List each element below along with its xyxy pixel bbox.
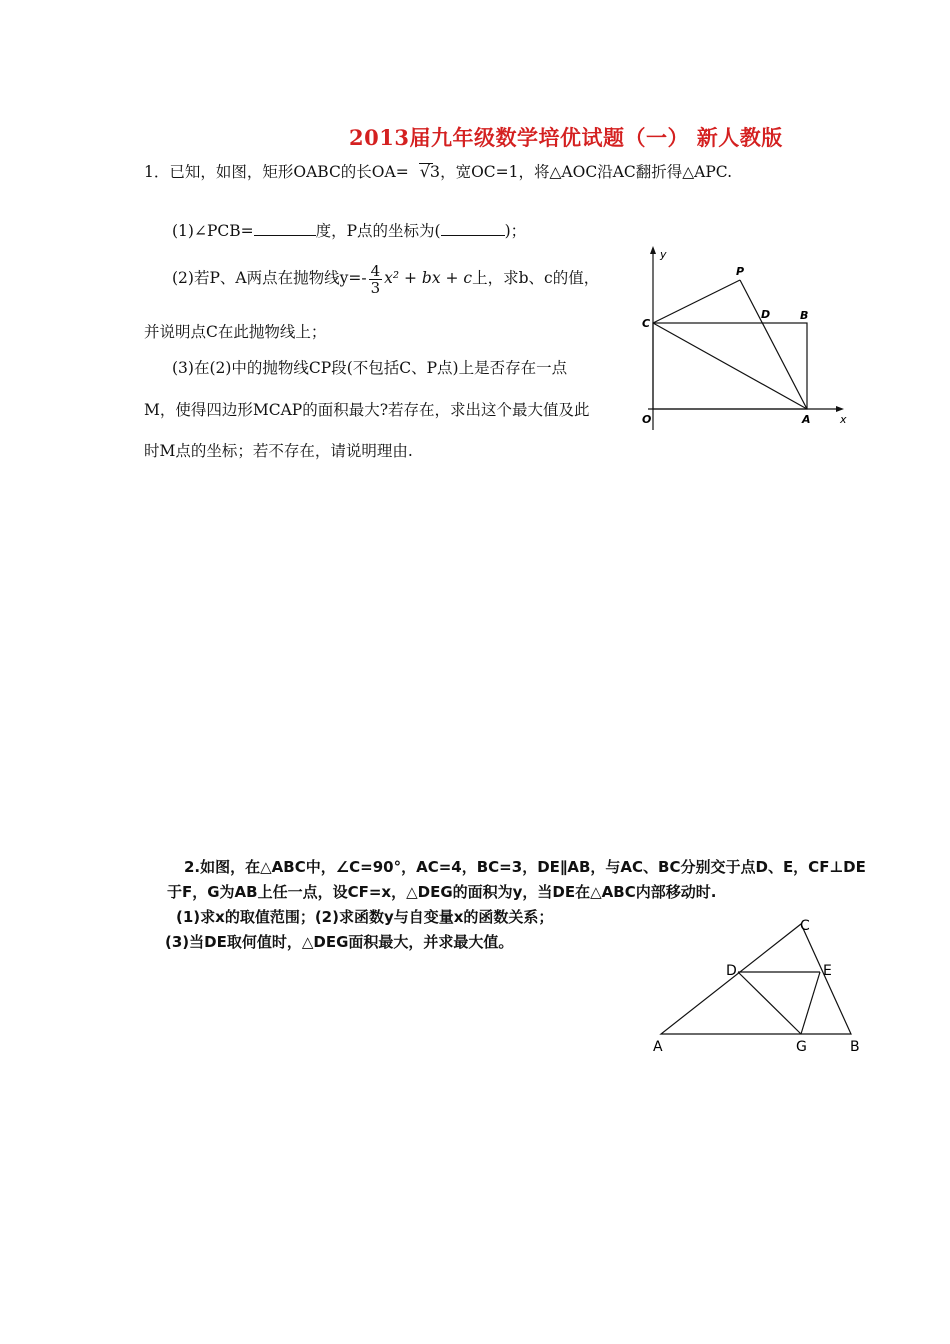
label-G: G [796, 1039, 807, 1055]
label-E: E [823, 963, 832, 979]
q1-part1-text-c: )； [504, 222, 527, 240]
fraction-4-3 [369, 263, 383, 296]
q1-part2-text-a: (2)若P、A两点在抛物线y=- [172, 269, 367, 287]
label-A: A [802, 413, 811, 426]
q1-part2-continued: 并说明点C在此抛物线上； [144, 323, 327, 341]
label-y: y [660, 248, 667, 261]
label-D: D [761, 308, 771, 321]
diagonal-CA [653, 323, 807, 409]
label-B: B [850, 1039, 860, 1055]
label-P: P [736, 265, 745, 278]
q1-intro-text-b: ，宽OC=1，将△AOC沿AC翻折得△APC. [440, 163, 733, 181]
q1-part1 [172, 221, 526, 241]
sqrt3-expression: √ 3 [419, 162, 441, 181]
fraction-numerator: 4 [370, 261, 381, 280]
q1-intro [144, 162, 732, 182]
q2-line3: (1)求x的取值范围；(2)求函数y与自变量x的函数关系； [176, 908, 554, 926]
label-B: B [800, 309, 809, 322]
rectangle-fold-figure [630, 240, 855, 435]
q1-part3-line3: 时M点的坐标；若不存在，请说明理由. [144, 442, 413, 460]
q1-part1-text-a: (1)∠PCB= [172, 222, 254, 240]
q2-line1: 2.如图，在△ABC中，∠C=90°，AC=4，BC=3，DE∥AB，与AC、BC分别交于点D、E，CF⊥DE [184, 858, 866, 876]
label-D: D [726, 963, 737, 979]
x-axis-arrow [836, 406, 844, 412]
segment-CP [653, 280, 740, 323]
segment-DG [738, 972, 801, 1034]
parabola-expression: x² + bx + c [384, 269, 473, 287]
label-C: C [642, 317, 651, 330]
sqrt3-radicand: 3 [429, 162, 441, 181]
label-O: O [642, 413, 652, 426]
q1-part1-text-b: 度，P点的坐标为( [315, 222, 441, 240]
answer-blank-coordinate [441, 221, 505, 236]
label-A: A [653, 1039, 663, 1055]
label-x: x [840, 413, 847, 426]
triangle-ABC [661, 924, 851, 1034]
segment-EG [801, 972, 820, 1034]
q1-part3-line2: M，使得四边形MCAP的面积最大?若存在，求出这个最大值及此 [144, 401, 590, 419]
q2-line4: (3)当DE取何值时，△DEG面积最大，并求最大值。 [165, 933, 514, 951]
triangle-figure [645, 912, 870, 1057]
q2-line2: 于F，G为AB上任一点，设CF=x，△DEG的面积为y，当DE在△ABC内部移动时. [167, 883, 717, 901]
answer-blank-angle [254, 221, 316, 236]
fraction-denominator: 3 [370, 278, 381, 297]
q1-intro-text-a: 1．已知，如图，矩形OABC的长OA= [144, 163, 409, 181]
q1-part3-line1: (3)在(2)中的抛物线CP段(不包括C、P点)上是否存在一点 [172, 359, 568, 377]
q1-part2-text-c: 上，求b、c的值， [472, 269, 600, 287]
q1-part2 [172, 258, 599, 298]
y-axis-arrow [650, 246, 656, 254]
label-C: C [800, 918, 810, 934]
page-title: 2013届九年级数学培优试题（一） 新人教版 [349, 125, 783, 150]
